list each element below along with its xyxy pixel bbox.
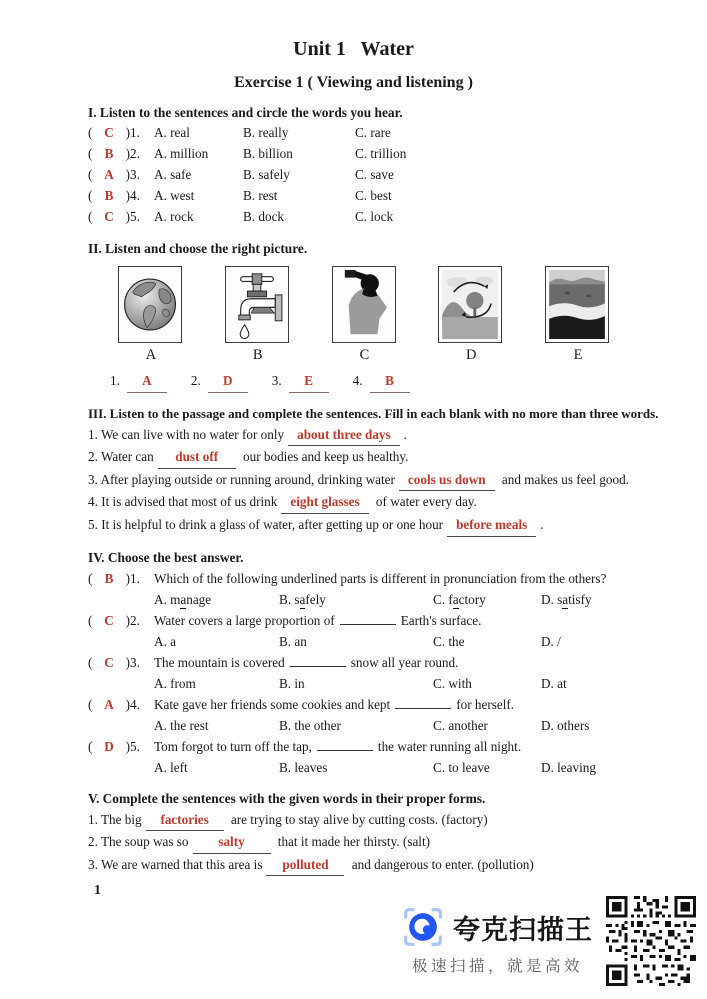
answer-bracket — [88, 568, 130, 589]
paren-open: ( — [88, 145, 93, 161]
sentence-pre: 4. It is advised that most of us drink — [88, 494, 278, 510]
option-c: C. to leave — [433, 759, 490, 775]
paren-close: ) — [125, 208, 130, 224]
question-text: The mountain is covered snow all year round. — [154, 654, 459, 670]
question-row — [88, 736, 673, 757]
answer-letter: C — [104, 612, 114, 628]
answer-blank: eight glasses — [281, 491, 368, 514]
question-number: 1. — [130, 570, 140, 586]
option-d: D. / — [541, 633, 561, 649]
item-number: 1. — [130, 125, 140, 140]
paren-close: ) — [125, 654, 130, 670]
qr-code — [606, 896, 696, 986]
answer-letter: B — [104, 570, 114, 586]
option-a: A. rock — [154, 208, 194, 224]
page-number: 1 — [94, 883, 101, 899]
ground-layers-icon — [545, 266, 609, 343]
water-cycle-icon — [438, 266, 502, 343]
question-4 — [88, 694, 673, 736]
fill-sentence — [88, 469, 673, 492]
option-a: A. manage — [154, 591, 212, 607]
option-d: D. leaving — [541, 759, 596, 775]
answer-bracket — [88, 144, 130, 165]
option-d: D. satisfy — [541, 591, 592, 607]
answer-number: 2. — [190, 372, 201, 388]
answer-letter: A — [104, 696, 114, 712]
answer-blank: polluted — [266, 854, 344, 877]
paren-close: ) — [125, 738, 130, 754]
answer-letter: C — [104, 125, 114, 140]
option-c: C. save — [355, 166, 394, 182]
fill-sentence — [88, 424, 673, 447]
answer-bracket — [88, 186, 130, 207]
question-blank — [317, 750, 373, 751]
question-number: 5. — [130, 738, 140, 754]
fill-sentence — [88, 514, 673, 537]
paren-close: ) — [125, 570, 130, 586]
item-number: 4. — [130, 187, 140, 203]
sentence-pre: 1. The big — [88, 811, 142, 827]
answer-number: 3. — [271, 372, 282, 388]
option-a: A. million — [154, 145, 209, 161]
fill-sentence — [88, 809, 673, 832]
answer-blank: salty — [193, 831, 271, 854]
option-d: D. at — [541, 675, 567, 691]
sentence-pre: 2. The soup was so — [88, 834, 189, 850]
globe-icon — [118, 266, 182, 343]
option-a: A. a — [154, 633, 176, 649]
option-c: C. lock — [355, 208, 394, 224]
sentence-pre: 3. After playing outside or running around, drinking water — [88, 471, 395, 487]
paren-open: ( — [88, 208, 93, 224]
option-b: B. rest — [243, 187, 278, 203]
person-drinking-icon — [332, 266, 396, 343]
option-b: B. leaves — [279, 759, 328, 775]
answer-letter: C — [104, 654, 114, 670]
answer-blank: cools us down — [399, 469, 495, 492]
answer-bracket — [88, 207, 130, 228]
option-a: A. safe — [154, 166, 192, 182]
answer-bracket — [88, 123, 130, 144]
question-text: Tom forgot to turn off the tap, the water running all night. — [154, 738, 522, 754]
item-number: 5. — [130, 208, 140, 224]
question-row — [88, 694, 673, 715]
section3-heading: III. Listen to the passage and complete the sentences. Fill in each blank with no more than three words. — [88, 405, 659, 421]
picture-answer — [110, 370, 167, 393]
answer-letter: D — [208, 370, 248, 393]
answer-blank: dust off — [158, 446, 236, 469]
question-text: Which of the following underlined parts is different in pronunciation from the others? — [154, 570, 607, 586]
picture-answer — [272, 370, 329, 393]
paren-open: ( — [88, 125, 93, 140]
option-b: B. the other — [279, 717, 341, 733]
question-number: 3. — [130, 654, 140, 670]
picture-c — [332, 266, 398, 364]
answer-number: 4. — [352, 372, 363, 388]
question-number: 4. — [130, 696, 140, 712]
answer-bracket — [88, 652, 130, 673]
sentence-pre: 2. Water can — [88, 449, 154, 465]
paren-open: ( — [88, 654, 93, 670]
page-title: Unit 1 Water — [293, 38, 414, 60]
answer-bracket — [88, 165, 130, 186]
picture-d — [438, 266, 504, 364]
sentence-pre: 5. It is helpful to drink a glass of water, after getting up or one hour — [88, 516, 444, 532]
question-text: Kate gave her friends some cookies and kept for herself. — [154, 696, 515, 712]
paren-close: ) — [125, 145, 130, 161]
paren-close: ) — [125, 696, 130, 712]
option-a: A. west — [154, 187, 195, 203]
question-row — [88, 568, 673, 589]
brand-block — [402, 906, 593, 976]
picture-answer — [191, 370, 248, 393]
listen-item-row — [88, 165, 673, 186]
paren-close: ) — [125, 166, 130, 182]
answer-letter: B — [370, 370, 410, 393]
sentence-post: and makes us feel good. — [501, 471, 629, 487]
listen-item-row — [88, 123, 673, 144]
fill-sentence — [88, 831, 673, 854]
option-c: C. best — [355, 187, 392, 203]
paren-close: ) — [125, 125, 130, 140]
option-a: A. from — [154, 675, 196, 691]
answer-number: 1. — [110, 372, 120, 388]
section1-rows — [88, 123, 673, 228]
paren-open: ( — [88, 187, 93, 203]
underlined-letter: a — [180, 591, 187, 607]
paren-open: ( — [88, 612, 93, 628]
options-row — [154, 757, 673, 778]
sentence-post: of water every day. — [375, 494, 477, 510]
answer-letter: A — [104, 166, 114, 182]
answer-letter: B — [104, 145, 114, 161]
sentence-post: are trying to stay alive by cutting costs. (factory) — [230, 811, 488, 827]
paren-open: ( — [88, 696, 93, 712]
option-b: B. really — [243, 125, 289, 140]
question-number: 2. — [130, 612, 140, 628]
option-b: B. safely — [279, 591, 326, 607]
picture-a — [118, 266, 184, 364]
question-blank — [290, 666, 346, 667]
option-c: C. trillion — [355, 145, 407, 161]
option-c: C. rare — [355, 125, 391, 140]
brand-name: 夸克扫描王 — [453, 914, 593, 945]
options-row — [154, 715, 673, 736]
sentence-post: that it made her thirsty. (salt) — [277, 834, 431, 850]
answer-bracket — [88, 610, 130, 631]
option-a: A. the rest — [154, 717, 209, 733]
option-b: B. an — [279, 633, 307, 649]
paren-close: ) — [125, 187, 130, 203]
option-c: C. factory — [433, 591, 486, 607]
picture-answer — [353, 370, 410, 393]
option-b: B. dock — [243, 208, 285, 224]
item-number: 2. — [130, 145, 140, 161]
answer-blank: factories — [146, 809, 224, 832]
section2-heading: II. Listen and choose the right picture. — [88, 240, 308, 256]
question-row — [88, 610, 673, 631]
paren-close: ) — [125, 612, 130, 628]
picture-b — [225, 266, 291, 364]
option-c: C. with — [433, 675, 472, 691]
scanner-watermark — [402, 896, 696, 986]
sentence-post: and dangerous to enter. (pollution) — [351, 856, 534, 872]
sentence-pre: 1. We can live with no water for only — [88, 426, 285, 442]
listen-item-row — [88, 144, 673, 165]
answer-letter: A — [127, 370, 167, 393]
section5-heading: V. Complete the sentences with the given words in their proper forms. — [88, 790, 486, 806]
option-b: B. safely — [243, 166, 290, 182]
quark-scanner-logo-icon — [402, 906, 444, 948]
answer-blank: before meals — [447, 514, 536, 537]
paren-open: ( — [88, 570, 93, 586]
picture-label: A — [145, 346, 157, 363]
answer-bracket — [88, 736, 130, 757]
picture-label: E — [573, 346, 583, 363]
underlined-letter: a — [452, 591, 459, 607]
answer-letter: E — [289, 370, 329, 393]
option-b: B. billion — [243, 145, 293, 161]
sentence-post: our bodies and keep us healthy. — [243, 449, 409, 465]
answer-blank: about three days — [288, 424, 400, 447]
faucet-icon — [225, 266, 289, 343]
answer-letter: C — [104, 208, 114, 224]
sentence-pre: 3. We are warned that this area is — [88, 856, 263, 872]
underlined-letter: a — [299, 591, 306, 607]
question-2 — [88, 610, 673, 652]
section4-heading: IV. Choose the best answer. — [88, 549, 244, 565]
fill-sentence — [88, 491, 673, 514]
brand-tagline: 极速扫描，就是高效 — [411, 958, 583, 975]
option-c: C. another — [433, 717, 488, 733]
picture-label: C — [359, 346, 370, 363]
picture-label: D — [466, 346, 477, 363]
answer-letter: D — [104, 738, 114, 754]
options-row — [154, 589, 673, 610]
paren-open: ( — [88, 738, 93, 754]
section1-heading: I. Listen to the sentences and circle the words you hear. — [88, 105, 403, 120]
question-row — [88, 652, 673, 673]
answer-bracket — [88, 694, 130, 715]
options-row — [154, 673, 673, 694]
question-3 — [88, 652, 673, 694]
section3-items — [88, 424, 673, 537]
underlined-letter: a — [562, 591, 569, 607]
option-d: D. others — [541, 717, 590, 733]
sentence-post: . — [403, 426, 407, 442]
listen-item-row — [88, 186, 673, 207]
question-blank — [340, 624, 396, 625]
fill-sentence — [88, 446, 673, 469]
question-5 — [88, 736, 673, 778]
options-row — [154, 631, 673, 652]
picture-e — [545, 266, 611, 364]
picture-answers-row — [110, 370, 673, 393]
picture-label: B — [252, 346, 263, 363]
listen-item-row — [88, 207, 673, 228]
picture-row — [118, 266, 611, 364]
option-a: A. left — [154, 759, 188, 775]
question-text: Water covers a large proportion of Earth's surface. — [154, 612, 482, 628]
sentence-post: . — [540, 516, 544, 532]
option-c: C. the — [433, 633, 465, 649]
answer-letter: B — [104, 187, 114, 203]
section5-items — [88, 809, 673, 877]
option-b: B. in — [279, 675, 305, 691]
question-blank — [395, 708, 451, 709]
question-1 — [88, 568, 673, 610]
paren-open: ( — [88, 166, 93, 182]
option-a: A. real — [154, 125, 190, 140]
item-number: 3. — [130, 166, 140, 182]
fill-sentence — [88, 854, 673, 877]
exercise-subtitle: Exercise 1 ( Viewing and listening ) — [234, 74, 473, 91]
